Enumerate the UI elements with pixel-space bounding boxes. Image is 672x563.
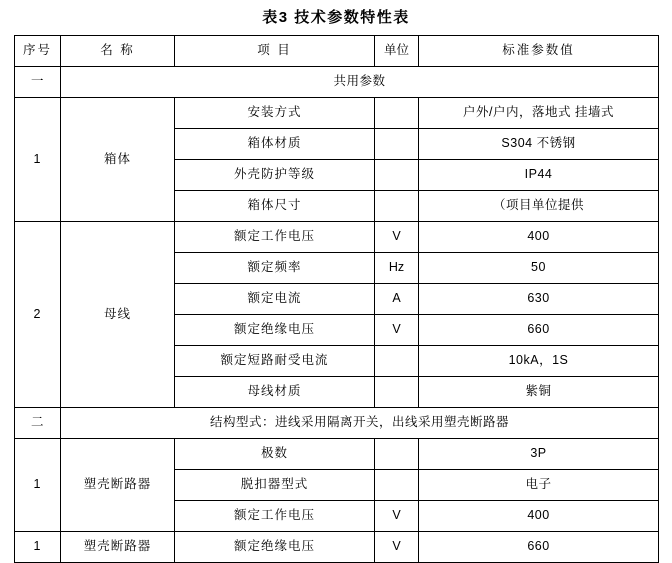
group-name: 塑壳断路器 <box>61 439 175 532</box>
group-no: 1 <box>15 439 61 532</box>
item-unit: V <box>375 501 419 532</box>
group-name: 塑壳断路器 <box>61 532 175 563</box>
item-label: 额定短路耐受电流 <box>175 346 375 377</box>
item-value: 3P <box>419 439 659 470</box>
group-no: 1 <box>15 532 61 563</box>
item-label: 额定绝缘电压 <box>175 315 375 346</box>
item-label: 外壳防护等级 <box>175 160 375 191</box>
item-value: （项目单位提供 <box>419 191 659 222</box>
group-no: 2 <box>15 222 61 408</box>
item-value: 紫铜 <box>419 377 659 408</box>
group-no: 1 <box>15 98 61 222</box>
item-value: S304 不锈钢 <box>419 129 659 160</box>
item-unit <box>375 129 419 160</box>
table-row <box>15 532 659 563</box>
item-label: 额定工作电压 <box>175 501 375 532</box>
item-unit: V <box>375 222 419 253</box>
item-value: 户外/户内，落地式 挂墙式 <box>419 98 659 129</box>
section-no: 二 <box>15 408 61 439</box>
item-value: 10kA，1S <box>419 346 659 377</box>
item-value: 400 <box>419 222 659 253</box>
item-unit: V <box>375 532 419 563</box>
table-row <box>15 222 659 253</box>
header-cell-name: 名 称 <box>61 36 175 67</box>
item-value: 630 <box>419 284 659 315</box>
item-label: 额定工作电压 <box>175 222 375 253</box>
item-label: 箱体材质 <box>175 129 375 160</box>
item-value: IP44 <box>419 160 659 191</box>
group-name: 箱体 <box>61 98 175 222</box>
item-label: 极数 <box>175 439 375 470</box>
item-label: 箱体尺寸 <box>175 191 375 222</box>
item-unit <box>375 98 419 129</box>
table-row <box>15 67 659 98</box>
group-name: 母线 <box>61 222 175 408</box>
item-value: 660 <box>419 315 659 346</box>
table-row <box>15 439 659 470</box>
item-value: 400 <box>419 501 659 532</box>
table-header-row <box>15 36 659 67</box>
item-value: 50 <box>419 253 659 284</box>
header-cell-unit: 单位 <box>375 36 419 67</box>
item-unit <box>375 160 419 191</box>
table-row <box>15 408 659 439</box>
section-label: 共用参数 <box>61 67 659 98</box>
table-row <box>15 98 659 129</box>
item-unit: V <box>375 315 419 346</box>
header-cell-item: 项 目 <box>175 36 375 67</box>
header-cell-value: 标准参数值 <box>419 36 659 67</box>
item-value: 电子 <box>419 470 659 501</box>
section-no: 一 <box>15 67 61 98</box>
item-label: 母线材质 <box>175 377 375 408</box>
item-unit: A <box>375 284 419 315</box>
item-unit <box>375 377 419 408</box>
item-unit <box>375 470 419 501</box>
item-unit <box>375 439 419 470</box>
item-label: 额定绝缘电压 <box>175 532 375 563</box>
section-label: 结构型式：进线采用隔离开关，出线采用塑壳断路器 <box>61 408 659 439</box>
item-value: 660 <box>419 532 659 563</box>
item-label: 额定电流 <box>175 284 375 315</box>
item-unit: Hz <box>375 253 419 284</box>
spec-table <box>14 35 659 563</box>
item-label: 安装方式 <box>175 98 375 129</box>
page-title: 表3 技术参数特性表 <box>262 9 410 26</box>
item-label: 脱扣器型式 <box>175 470 375 501</box>
item-unit <box>375 346 419 377</box>
header-cell-no: 序号 <box>15 36 61 67</box>
item-label: 额定频率 <box>175 253 375 284</box>
item-unit <box>375 191 419 222</box>
